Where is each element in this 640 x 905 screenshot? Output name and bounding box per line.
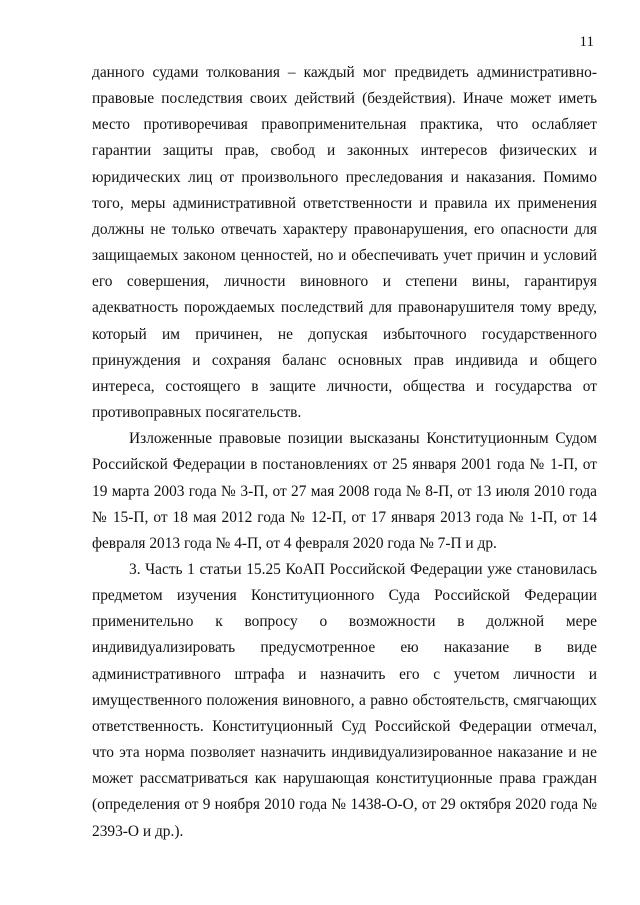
page-number: 11 (579, 34, 594, 50)
paragraph-legal-positions: Изложенные правовые позиции высказаны Конституционным Судом Российской Федерации в постановлениях от 25 января 2001 года № 1-П, от 19 марта 2003 года № 3-П, от 27 мая 2008 года № 8-П, от 13 июля 2010 года № 15-П, от 18 мая 2012 года № 12-П, от 17 января 2013 года № 1-П, от 14 февраля 2013 года № 4-П, от 4 февраля 2020 года № 7-П и др. (92, 430, 597, 552)
document-body (92, 60, 597, 845)
paragraph-continuation: данного судами толкования – каждый мог предвидеть административно-правовые последствия своих действий (бездействия). Иначе может иметь место противоречивая правоприменительная практика, что ослабляет гарантии защиты прав, свобод и законных интересов физических и юридических лиц от произвольного преследования и наказания. Помимо того, меры административной ответственности и правила их применения должны не только отвечать характеру правонарушения, его опасности для защищаемых законом ценностей, но и обеспечивать учет причин и условий его совершения, личности виновного и степени вины, гарантируя адекватность порождаемых последствий для правонарушителя тому вреду, который им причинен, не допуская избыточного государственного принуждения и сохраняя баланс основных прав индивида и общего интереса, состоящего в защите личности, общества и государства от противоправных посягательств. (92, 64, 597, 422)
paragraph-section-3: 3. Часть 1 статьи 15.25 КоАП Российской Федерации уже становилась предметом изучения Конституционного Суда Российской Федерации применительно к вопросу о возможности в должной мере индивидуализировать предусмотренное ею наказание в виде административного штрафа и назначить его с учетом личности и имущественного положения виновного, а равно обстоятельств, смягчающих ответственность. Конституционный Суд Российской Федерации отмечал, что эта норма позволяет назначить индивидуализированное наказание и не может рассматриваться как нарушающая конституционные права граждан (определения от 9 ноября 2010 года № 1438-О-О, от 29 октября 2020 года № 2393-О и др.). (92, 560, 597, 840)
